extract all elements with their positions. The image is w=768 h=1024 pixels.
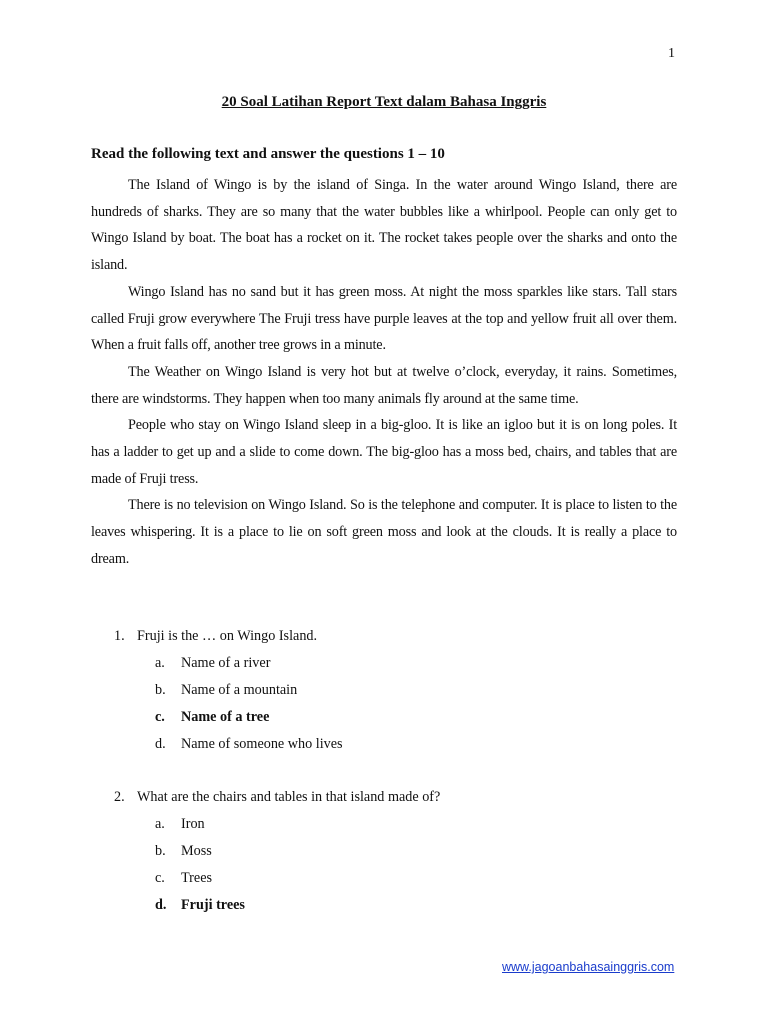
passage-paragraph: There is no television on Wingo Island. So is the telephone and computer. It is place to listen to the leaves whispering. It is a place to lie on soft green moss and look at the clouds. It is really a place to dream. [91, 497, 677, 567]
document-title: 20 Soal Latihan Report Text dalam Bahasa Inggris [221, 94, 547, 110]
option-text: Moss [181, 843, 212, 859]
passage-paragraph: Wingo Island has no sand but it has green moss. At night the moss sparkles like stars. Tall stars called Fruji grow everywhere The Fruji tress have purple leaves at the top and yellow fruit all over them. When a fruit falls off, another tree grows in a minute. [91, 283, 677, 354]
website-link[interactable]: www.jagoanbahasainggris.com [502, 960, 675, 974]
option-letter: a. [155, 655, 165, 671]
option-letter: c. [155, 870, 165, 886]
question-number: 1. [114, 628, 125, 644]
option-text: Iron [181, 816, 205, 832]
answer-option-d [91, 731, 677, 758]
reading-passage [91, 172, 677, 573]
passage-paragraph: The Weather on Wingo Island is very hot but at twelve o’clock, everyday, it rains. Sometimes, there are windstorms. They happen when too many animals fly around at the same time. [91, 363, 677, 407]
reading-instruction: Read the following text and answer the questions 1 – 10 [91, 146, 445, 162]
question-2 [91, 784, 677, 919]
option-text: Name of a river [181, 655, 271, 671]
option-letter: a. [155, 816, 165, 832]
option-letter: c. [155, 709, 165, 725]
question-1 [91, 623, 677, 758]
passage-paragraph: People who stay on Wingo Island sleep in a big-gloo. It is like an igloo but it is on long poles. It has a ladder to get up and a slide to come down. The big-gloo has a moss bed, chairs, and tables that are made of Fruji tress. [91, 417, 677, 487]
option-letter: b. [155, 843, 166, 859]
passage-paragraph: The Island of Wingo is by the island of Singa. In the water around Wingo Island, there are hundreds of sharks. They are so many that the water bubbles like a whirlpool. People can only get to Wingo Island by boat. The boat has a rocket on it. The rocket takes people over the sharks and onto the island. [91, 177, 677, 274]
answer-option-a [91, 650, 677, 677]
option-letter: d. [155, 897, 167, 913]
option-text: Name of someone who lives [181, 736, 343, 752]
page-number: 1 [668, 46, 675, 61]
option-text: Fruji trees [181, 897, 245, 913]
option-text: Name of a mountain [181, 682, 298, 698]
answer-option-b [91, 677, 677, 704]
answer-option-a [91, 811, 677, 838]
answer-option-b [91, 838, 677, 865]
option-text: Trees [181, 870, 213, 886]
answer-option-c [91, 865, 677, 892]
question-number: 2. [114, 789, 125, 805]
option-letter: d. [155, 736, 166, 752]
question-text: What are the chairs and tables in that island made of? [137, 789, 441, 805]
answer-option-d-correct [91, 892, 677, 919]
question-text: Fruji is the … on Wingo Island. [137, 628, 318, 644]
answer-option-c-correct [91, 704, 677, 731]
option-text: Name of a tree [181, 709, 270, 725]
option-letter: b. [155, 682, 166, 698]
